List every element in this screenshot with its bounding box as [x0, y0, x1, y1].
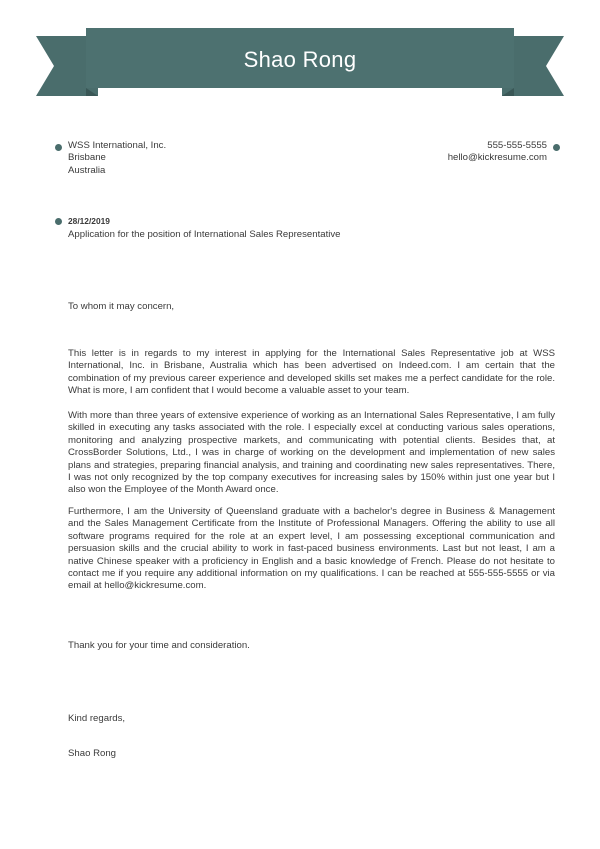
contact-phone: 555-555-5555 — [487, 140, 547, 151]
paragraph-experience: With more than three years of extensive experience of working as an International Sales Representative, I am fully skilled in executing any tasks associated with the role. I especially excel at conducting various sales operations, monitoring and analyzing prospective markets, and communicating with potential clients. Besides that, at CrossBorder Solutions, Ltd., I was in charge of working on the development and implementation of new sales plans and strategies, preparing financial analysis, and training and coordinating new sales representatives. There, I was not only recognized by the top company executives for increasing sales by 150% within just one year but I also won the Employee of the Month Award once. — [68, 410, 555, 496]
contact-bullet-dot — [553, 144, 560, 151]
recipient-company: WSS International, Inc. — [68, 140, 167, 151]
contact-info — [448, 140, 547, 165]
letter-greeting: To whom it may concern, — [68, 301, 175, 312]
recipient-city: Brisbane — [68, 152, 106, 164]
letter-thanks: Thank you for your time and consideration. — [68, 640, 250, 651]
recipient-address — [68, 140, 166, 177]
sender-bullet-dot — [55, 144, 62, 151]
contact-email: hello@kickresume.com — [447, 152, 547, 164]
header-banner — [0, 0, 600, 110]
letter-date: 28/12/2019 — [68, 216, 110, 226]
letter-signature: Shao Rong — [68, 748, 117, 759]
letter-subject: Application for the position of International Sales Representative — [68, 229, 341, 240]
date-bullet-dot — [55, 218, 62, 225]
recipient-country: Australia — [68, 164, 106, 176]
paragraph-education: Furthermore, I am the University of Queensland graduate with a bachelor's degree in Business & Management and the Sales Management Certificate from the Institute of Professional Managers. Offering the ability to use all software programs required for the role at an expert level, I am possessing exceptional communication and persuasion skills and the crucial ability to work in fast-paced business environments. Last but not least, I am a native Chinese speaker with a proficiency in English and a basic knowledge of French. Please do not hesitate to contact me if you require any additional information on my qualifications. I can be reached at 555-555-5555 or via email at hello@kickresume.com. — [68, 506, 555, 592]
applicant-name: Shao Rong — [243, 47, 357, 72]
letter-sign-off: Kind regards, — [68, 713, 126, 724]
paragraph-intro: This letter is in regards to my interest in applying for the International Sales Representative job at WSS International, Inc. in Brisbane, Australia which has been advertised on Indeed.com. I am certain that the combination of my previous career experience and developed skills set makes me a perfect candidate for the role. What is more, I am confident that I would become a valuable asset to your team. — [68, 348, 555, 397]
